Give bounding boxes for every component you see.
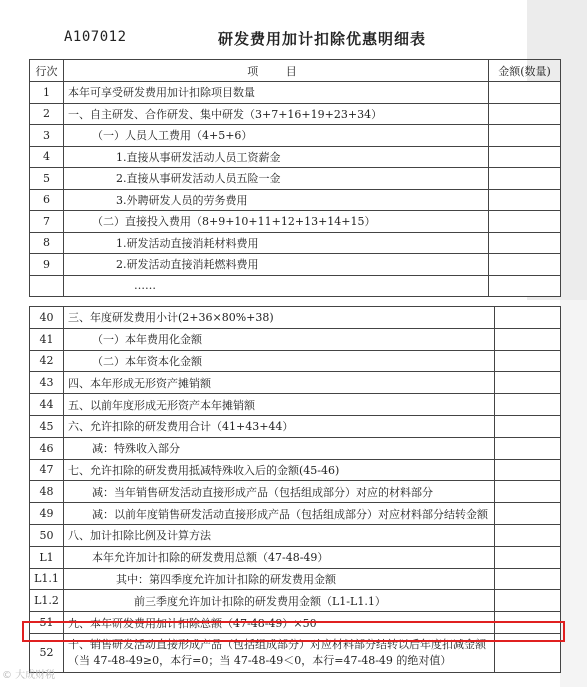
row-number: 47 <box>30 459 64 481</box>
amount-cell[interactable] <box>495 503 561 525</box>
table-row <box>30 211 561 233</box>
row-number: 9 <box>30 254 64 276</box>
deduction-table-bottom <box>29 306 561 673</box>
table-row <box>30 82 561 104</box>
deduction-table-top <box>29 59 561 297</box>
amount-cell[interactable] <box>495 307 561 329</box>
amount-cell[interactable] <box>489 189 561 211</box>
row-item: 七、允许扣除的研发费用抵减特殊收入后的金额(45-46) <box>64 459 495 481</box>
amount-cell[interactable] <box>495 328 561 350</box>
row-number: 50 <box>30 524 64 546</box>
amount-cell[interactable] <box>495 437 561 459</box>
table-row <box>30 415 561 437</box>
row-item: 减：当年销售研发活动直接形成产品（包括组成部分）对应的材料部分 <box>64 481 495 503</box>
amount-cell[interactable] <box>495 350 561 372</box>
amount-cell[interactable] <box>489 254 561 276</box>
row-item: 八、加计扣除比例及计算方法 <box>64 524 495 546</box>
row-item: 本年可享受研发费用加计扣除项目数量 <box>64 82 489 104</box>
row-number: 44 <box>30 394 64 416</box>
amount-cell[interactable] <box>489 168 561 190</box>
row-item: 2.研发活动直接消耗燃料费用 <box>64 254 489 276</box>
amount-cell[interactable] <box>489 232 561 254</box>
row-item: 减：以前年度销售研发活动直接形成产品（包括组成部分）对应材料部分结转金额 <box>64 503 495 525</box>
table-row <box>30 459 561 481</box>
amount-cell[interactable] <box>489 275 561 297</box>
amount-cell[interactable] <box>495 481 561 503</box>
amount-cell[interactable] <box>495 394 561 416</box>
row-item: …… <box>64 275 489 297</box>
amount-cell[interactable] <box>495 415 561 437</box>
row-number <box>30 275 64 297</box>
row-number: 1 <box>30 82 64 104</box>
row-number: 40 <box>30 307 64 329</box>
table-header-row <box>30 60 561 82</box>
amount-cell[interactable] <box>489 82 561 104</box>
row-number: 46 <box>30 437 64 459</box>
row-item: 四、本年形成无形资产摊销额 <box>64 372 495 394</box>
amount-cell[interactable] <box>489 103 561 125</box>
table-row <box>30 394 561 416</box>
row-item: 其中：第四季度允许加计扣除的研发费用金额 <box>64 568 495 590</box>
row-item: 前三季度允许加计扣除的研发费用金额（L1-L1.1） <box>64 590 495 612</box>
table-row <box>30 524 561 546</box>
row-item: （一）本年费用化金额 <box>64 328 495 350</box>
row-number: 48 <box>30 481 64 503</box>
row-number: 7 <box>30 211 64 233</box>
watermark: © 大成财税 <box>2 670 56 681</box>
row-number: 49 <box>30 503 64 525</box>
row-item: 2.直接从事研发活动人员五险一金 <box>64 168 489 190</box>
header-item: 项 目 <box>64 60 489 82</box>
table-row <box>30 568 561 590</box>
table-row <box>30 254 561 276</box>
row-item: 五、以前年度形成无形资产本年摊销额 <box>64 394 495 416</box>
header-row-no: 行次 <box>30 60 64 82</box>
table-row <box>30 590 561 612</box>
table-row <box>30 103 561 125</box>
table-row <box>30 481 561 503</box>
row-number: 42 <box>30 350 64 372</box>
row-item: 1.直接从事研发活动人员工资薪金 <box>64 146 489 168</box>
row-number: 6 <box>30 189 64 211</box>
row-item: 1.研发活动直接消耗材料费用 <box>64 232 489 254</box>
form-title: 研发费用加计扣除优惠明细表 <box>218 30 427 48</box>
row-number: 41 <box>30 328 64 350</box>
row-number: 2 <box>30 103 64 125</box>
row-number: L1.1 <box>30 568 64 590</box>
amount-cell[interactable] <box>489 146 561 168</box>
table-row <box>30 125 561 147</box>
row-item: 一、自主研发、合作研发、集中研发（3+7+16+19+23+34） <box>64 103 489 125</box>
table-row <box>30 275 561 297</box>
table-row <box>30 503 561 525</box>
table-row <box>30 307 561 329</box>
table-row <box>30 328 561 350</box>
row-number: L1 <box>30 546 64 568</box>
row-number: 45 <box>30 415 64 437</box>
row-item: 六、允许扣除的研发费用合计（41+43+44） <box>64 415 495 437</box>
amount-cell[interactable] <box>489 211 561 233</box>
amount-cell[interactable] <box>495 524 561 546</box>
row-number: 3 <box>30 125 64 147</box>
form-code: A107012 <box>64 29 127 45</box>
row-item: （一）人员人工费用（4+5+6） <box>64 125 489 147</box>
table-row <box>30 350 561 372</box>
row-item: （二）直接投入费用（8+9+10+11+12+13+14+15） <box>64 211 489 233</box>
row-item: 九、本年研发费用加计扣除总额（47-48-49）×50 <box>64 612 495 634</box>
row-number: 8 <box>30 232 64 254</box>
row-number: 52 <box>30 633 64 672</box>
row-item: 十、销售研发活动直接形成产品（包括组成部分）对应材料部分结转以后年度扣减金额（当 47-48-49≥0，本行=0；当 47-48-49＜0，本行=47-48-49 的绝对值） <box>64 633 495 672</box>
table-row <box>30 437 561 459</box>
row-item: 本年允许加计扣除的研发费用总额（47-48-49） <box>64 546 495 568</box>
amount-cell[interactable] <box>495 546 561 568</box>
table-row <box>30 546 561 568</box>
row-item: （二）本年资本化金额 <box>64 350 495 372</box>
row-item: 三、年度研发费用小计(2+36×80%+38) <box>64 307 495 329</box>
row-item: 3.外聘研发人员的劳务费用 <box>64 189 489 211</box>
row-item: 减：特殊收入部分 <box>64 437 495 459</box>
table-row <box>30 189 561 211</box>
highlight-box-row-51 <box>22 621 565 642</box>
row-number: 5 <box>30 168 64 190</box>
amount-cell[interactable] <box>489 125 561 147</box>
table-row <box>30 146 561 168</box>
table-row <box>30 168 561 190</box>
amount-cell[interactable] <box>495 568 561 590</box>
amount-cell[interactable] <box>495 459 561 481</box>
row-number: L1.2 <box>30 590 64 612</box>
table-row <box>30 232 561 254</box>
amount-cell[interactable] <box>495 590 561 612</box>
table-row <box>30 372 561 394</box>
header-amount: 金额(数量) <box>489 60 561 82</box>
row-number: 4 <box>30 146 64 168</box>
amount-cell[interactable] <box>495 372 561 394</box>
row-number: 51 <box>30 612 64 634</box>
row-number: 43 <box>30 372 64 394</box>
